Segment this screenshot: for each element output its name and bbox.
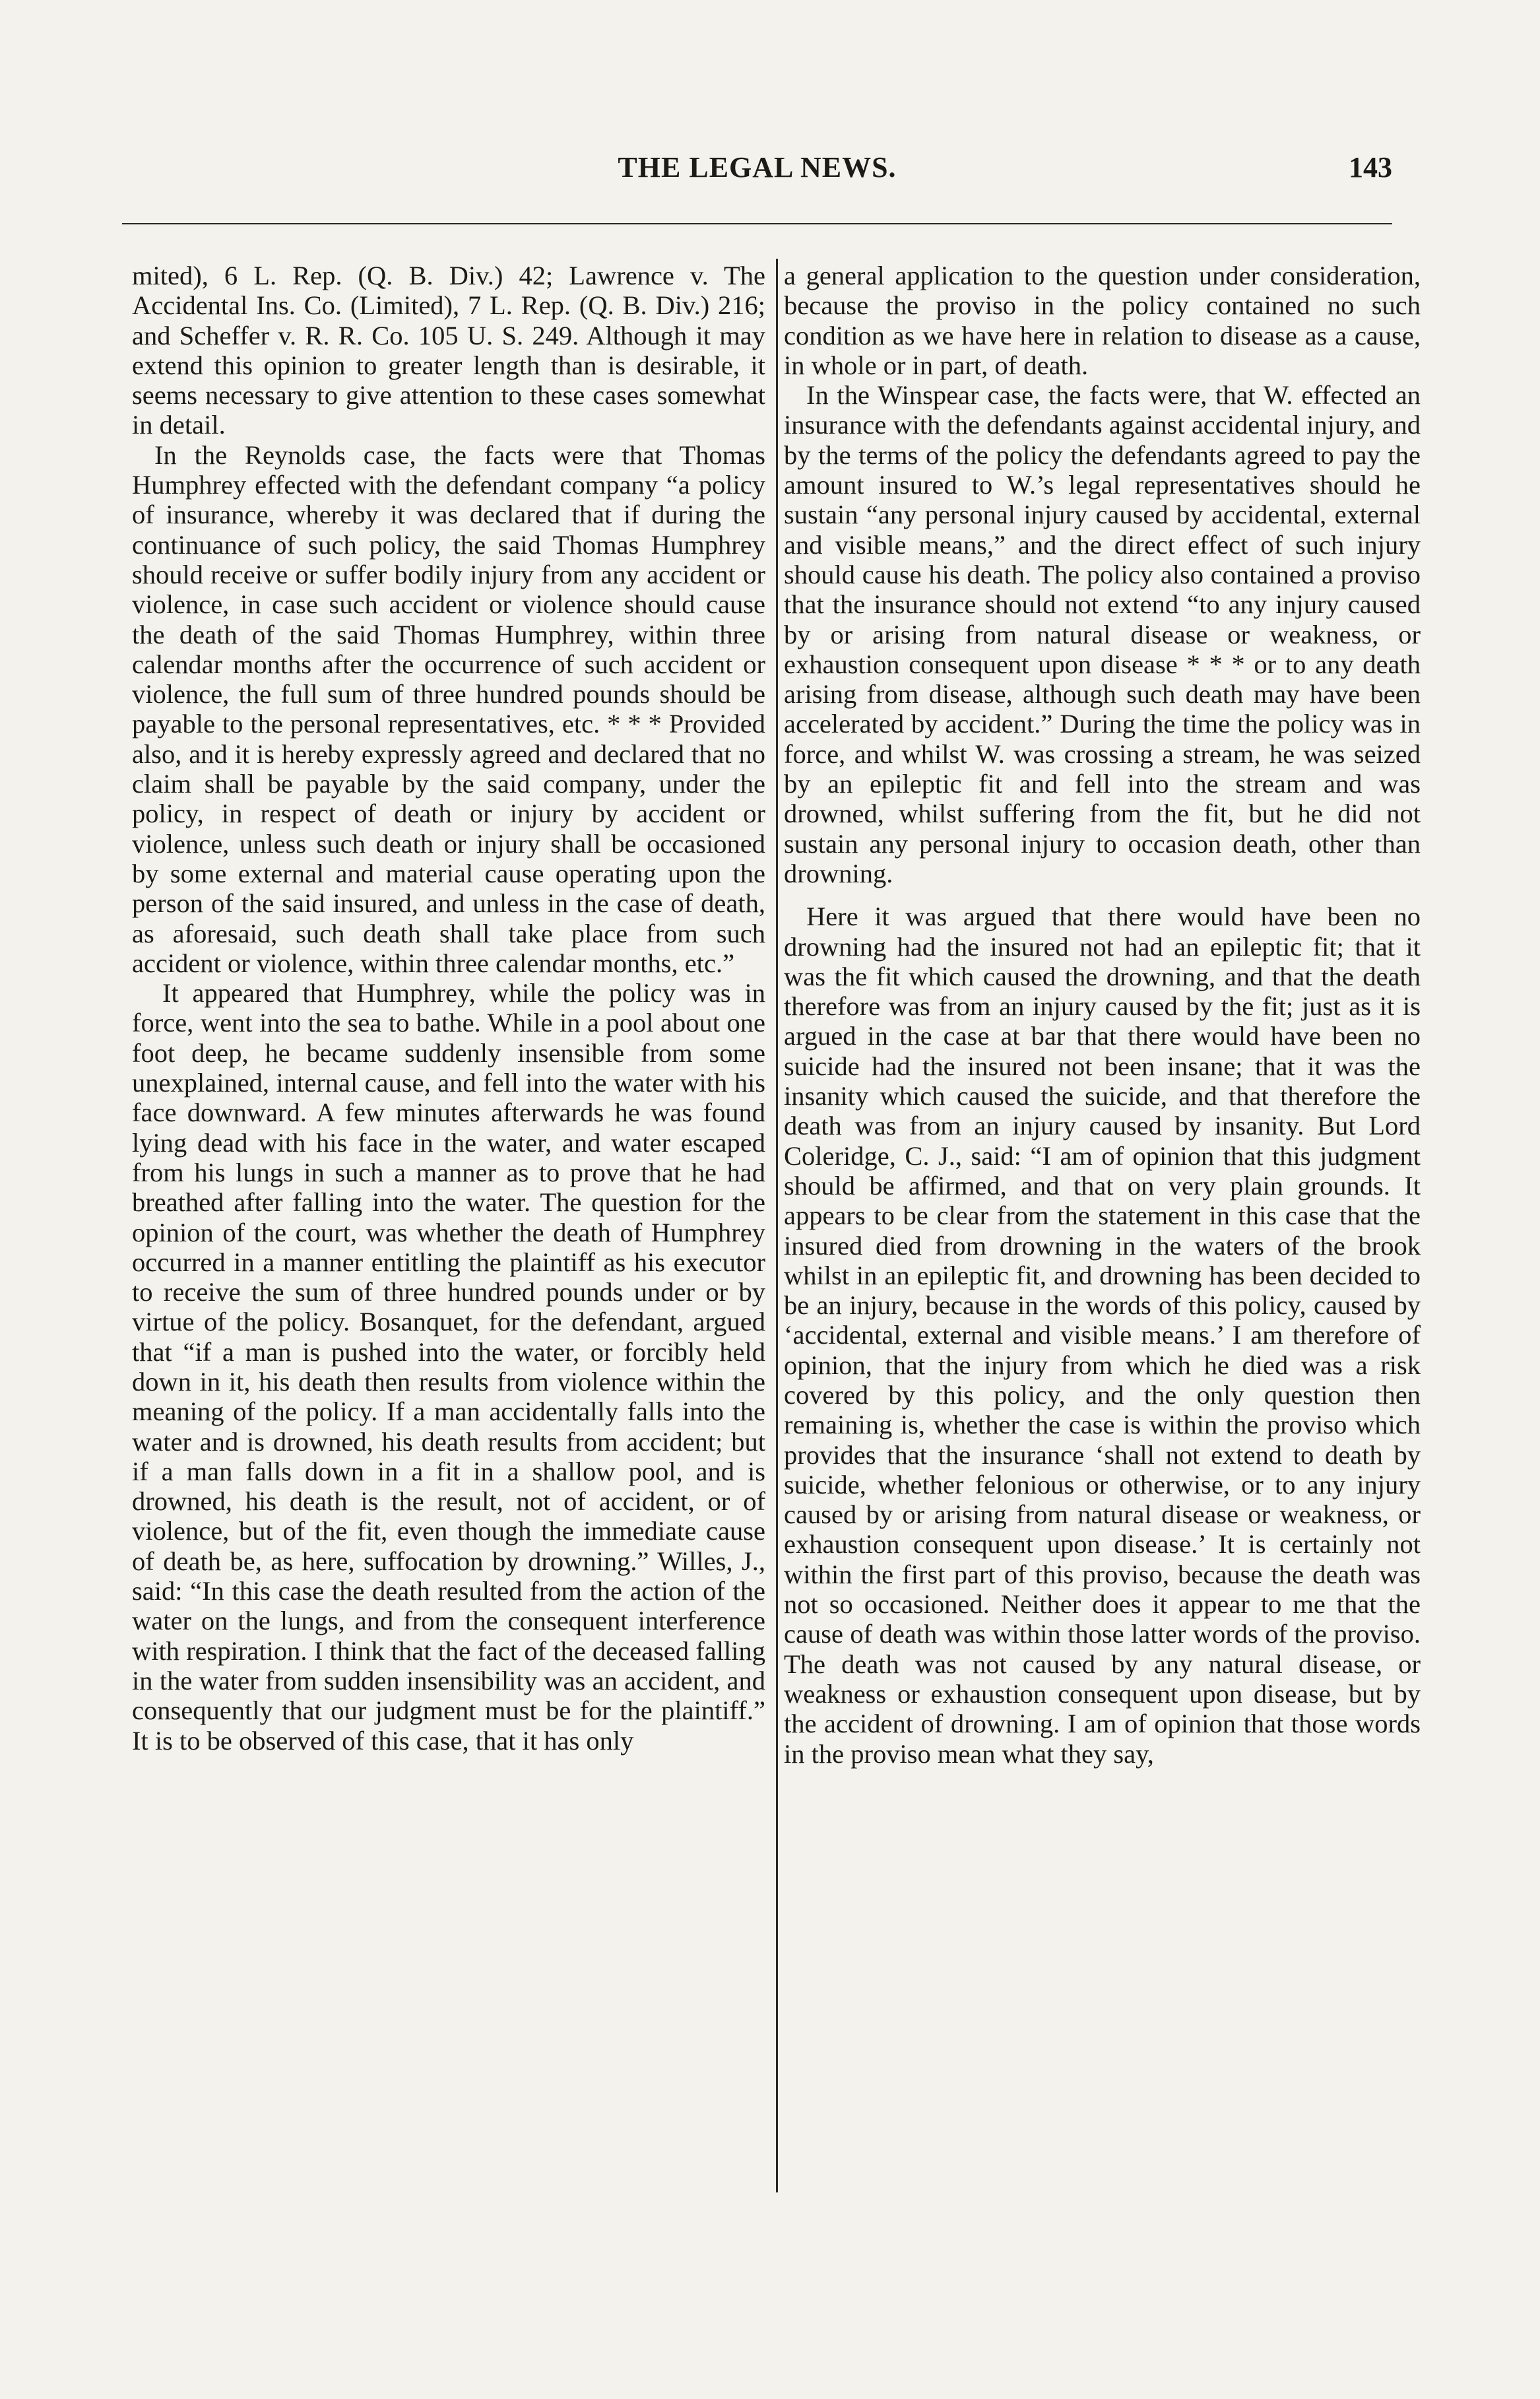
right-column bbox=[784, 261, 1421, 1769]
right-paragraph-2: In the Winspear case, the facts were, that W. effected an insurance with the defendants against accidental injury, and by the terms of the policy the defendants agreed to pay the amount insured to W.’s legal representatives should he sustain “any personal injury caused by accidental, external and visible means,” and the direct effect of such injury should cause his death. The policy also contained a proviso that the insurance should not extend “to any injury caused by or arising from natural disease or weakness, or exhaustion consequent upon disease * * * or to any death arising from disease, although such death may have been accelerated by accident.” During the time the policy was in force, and whilst W. was crossing a stream, he was seized by an epileptic fit and fell into the stream and was drowned, whilst suffering from the fit, but he did not sustain any personal injury to occasion death, other than drowning. bbox=[784, 380, 1421, 888]
right-paragraph-1: a general application to the question under consideration, because the proviso in the policy contained no such condition as we have here in relation to disease as a cause, in whole or in part, of death. bbox=[784, 261, 1421, 380]
left-paragraph-1: mited), 6 L. Rep. (Q. B. Div.) 42; Lawrence v. The Accidental Ins. Co. (Limited), 7 L. Rep. (Q. B. Div.) 216; and Scheffer v. R. R. Co. 105 U. S. 249. Although it may extend this opinion to greater length than is desirable, it seems necessary to give attention to these cases somewhat in detail. bbox=[132, 261, 765, 440]
left-paragraph-3: It appeared that Humphrey, while the policy was in force, went into the sea to bathe. While in a pool about one foot deep, he became suddenly insensible from some unexplained, internal cause, and fell into the water with his face downward. A few minutes afterwards he was found lying dead with his face in the water, and water escaped from his lungs in such a manner as to prove that he had breathed after falling into the water. The question for the opinion of the court, was whether the death of Humphrey occurred in a manner entitling the plaintiff as his executor to receive the sum of three hundred pounds under or by virtue of the policy. Bosanquet, for the defendant, argued that “if a man is pushed into the water, or forcibly held down in it, his death then results from violence within the meaning of the policy. If a man accidentally falls into the water and is drowned, his death results from accident; but if a man falls down in a fit in a shallow pool, and is drowned, his death is the result, not of accident, or of violence, but of the fit, even though the immediate cause of death be, as here, suffocation by drowning.” Willes, J., said: “In this case the death resulted from the action of the water on the lungs, and from the consequent interference with respiration. I think that the fact of the deceased falling in the water from sudden insensibility was an accident, and consequently that our judgment must be for the plaintiff.” It is to be observed of this case, that it has only bbox=[132, 978, 765, 1756]
left-column bbox=[132, 261, 765, 1756]
left-paragraph-2: In the Reynolds case, the facts were that Thomas Humphrey effected with the defendant company “a policy of insurance, whereby it was declared that if during the continuance of such policy, the said Thomas Humphrey should receive or suffer bodily injury from any accident or violence, in case such accident or violence should cause the death of the said Thomas Humphrey, within three calendar months after the occurrence of such accident or violence, the full sum of three hundred pounds should be payable to the personal representatives, etc. * * * Provided also, and it is hereby expressly agreed and declared that no claim shall be payable by the said company, under the policy, in respect of death or injury by accident or violence, unless such death or injury shall be occasioned by some external and material cause operating upon the person of the said insured, and unless in the case of death, as aforesaid, such death shall take place from such accident or violence, within three calendar months, etc.” bbox=[132, 440, 765, 978]
right-paragraph-3: Here it was argued that there would have been no drowning had the insured not had an epileptic fit; that it was the fit which caused the drowning, and that the death therefore was from an injury caused by the fit; just as it is argued in the case at bar that there would have been no suicide had the insured not been insane; that it was the insanity which caused the suicide, and that therefore the death was from an injury caused by insanity. But Lord Coleridge, C. J., said: “I am of opinion that this judgment should be affirmed, and that on very plain grounds. It appears to be clear from the statement in this case that the insured died from drowning in the waters of the brook whilst in an epileptic fit, and drowning has been decided to be an injury, because in the words of this policy, caused by ‘accidental, external and visible means.’ I am therefore of opinion, that the injury from which he died was a risk covered by this policy, and the only question then remaining is, whether the case is within the proviso which provides that the insurance ‘shall not extend to death by suicide, whether felonious or otherwise, or to any injury caused by or arising from natural disease or weakness, or exhaustion consequent upon disease.’ It is certainly not within the first part of this proviso, because the death was not so occasioned. Neither does it appear to me that the cause of death was within those latter words of the proviso. The death was not caused by any natural disease, or weakness or exhaustion consequent upon disease, but by the accident of drowning. I am of opinion that those words in the proviso mean what they say, bbox=[784, 902, 1421, 1769]
header-rule bbox=[122, 223, 1392, 224]
journal-title: THE LEGAL NEWS. bbox=[618, 151, 897, 183]
column-divider bbox=[776, 259, 778, 2192]
page-number: 143 bbox=[1349, 151, 1392, 183]
running-header bbox=[122, 150, 1392, 203]
